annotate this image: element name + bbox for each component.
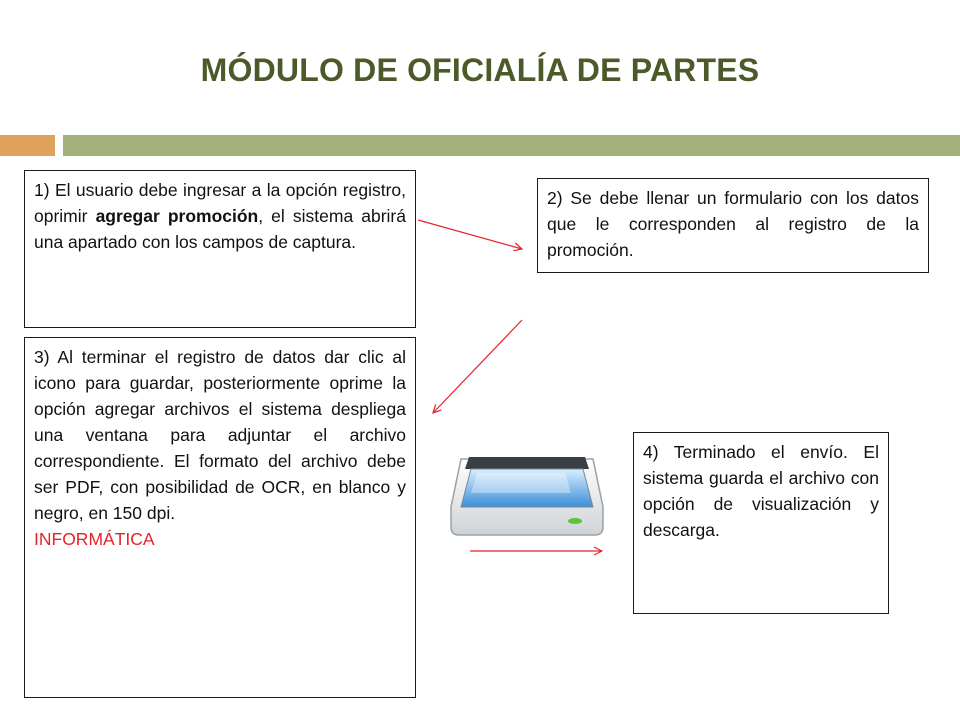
step-4-text: 4) Terminado el envío. El sistema guarda el archivo con opción de visualización y descarga. <box>643 442 879 540</box>
step-3-text: 3) Al terminar el registro de datos dar clic al icono para guardar, posteriormente oprime la opción agregar archivos el sistema despliega una ventana para adjuntar el archivo correspondiente. El formato del archivo debe ser PDF, con posibilidad de OCR, en blanco y negro, en 150 dpi. <box>34 347 406 523</box>
accent-bar-green <box>63 135 960 156</box>
step-3-box <box>24 337 416 698</box>
arrow-icon <box>433 320 522 413</box>
slide-title: MÓDULO DE OFICIALÍA DE PARTES <box>200 52 760 88</box>
step-4-box <box>633 432 889 614</box>
step-2-text: 2) Se debe llenar un formulario con los datos que le corresponden al registro de la promoción. <box>547 188 919 260</box>
step-3-tag: INFORMÁTICA <box>34 529 155 549</box>
step-1-text: 1) El usuario debe ingresar a la opción registro, oprimir agregar promoción, el sistema abrirá una apartado con los campos de captura. <box>34 180 406 252</box>
arrow-icon <box>418 220 522 249</box>
scanner-icon <box>447 451 607 538</box>
step-1-emphasis: agregar promoción <box>95 206 259 226</box>
step-1-box <box>24 170 416 328</box>
step-2-box <box>537 178 929 273</box>
accent-bar-orange <box>0 135 55 156</box>
